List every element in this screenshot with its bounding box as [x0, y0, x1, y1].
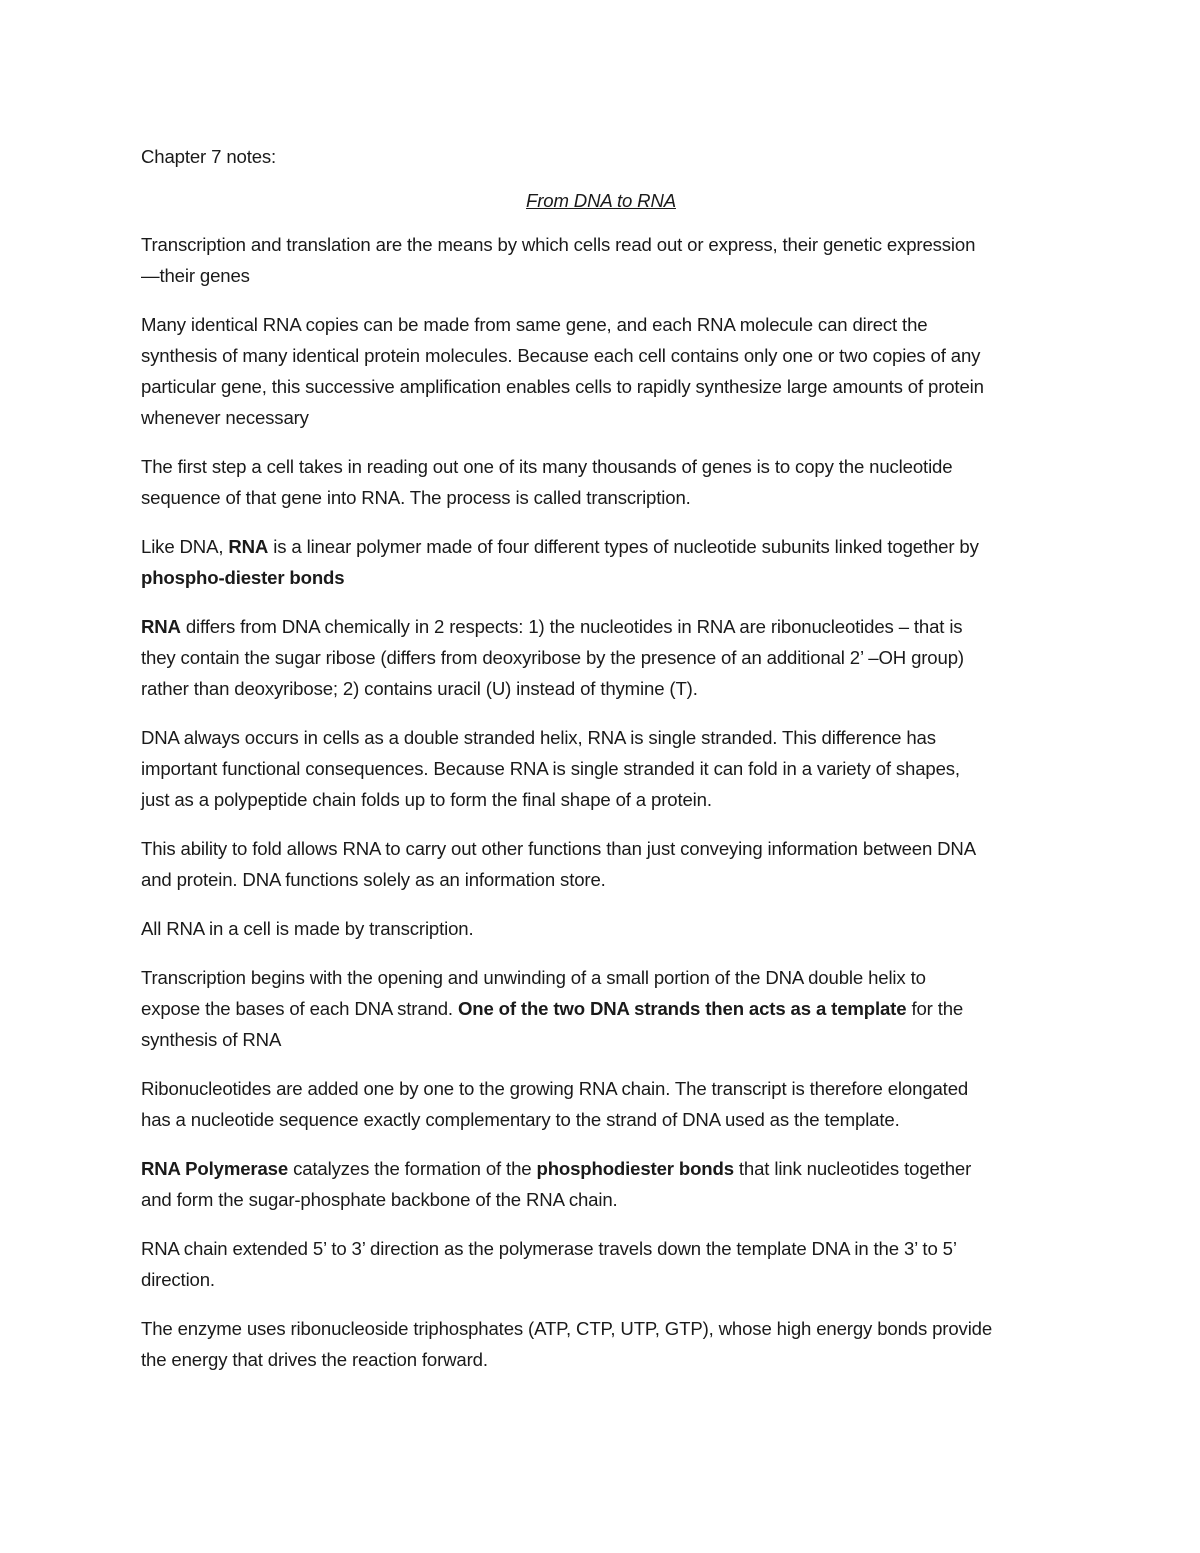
- text-run: Like DNA,: [141, 536, 229, 557]
- text-run: is a linear polymer made of four different types of nucleotide subunits linked together by: [268, 536, 979, 557]
- section-subtitle: [141, 185, 1061, 216]
- paragraph-5: [141, 611, 1061, 704]
- paragraph-line: direction.: [141, 1269, 215, 1290]
- paragraph-line: DNA always occurs in cells as a double stranded helix, RNA is single stranded. This difference has: [141, 727, 936, 748]
- paragraph-line: particular gene, this successive amplification enables cells to rapidly synthesize large amounts of protein: [141, 376, 984, 397]
- bold-term-phosphodiester: phospho-diester bonds: [141, 567, 345, 588]
- paragraph-8: [141, 913, 1061, 944]
- subtitle-text: From DNA to RNA: [526, 190, 676, 211]
- paragraph-13: [141, 1313, 1061, 1375]
- bold-term-rna: RNA: [141, 616, 181, 637]
- paragraph-line: Transcription begins with the opening and unwinding of a small portion of the DNA double helix to: [141, 967, 926, 988]
- paragraph-line: they contain the sugar ribose (differs from deoxyribose by the presence of an additional 2’ –OH group): [141, 647, 964, 668]
- paragraph-11: [141, 1153, 1061, 1215]
- paragraph-line: whenever necessary: [141, 407, 309, 428]
- paragraph-line: and form the sugar-phosphate backbone of the RNA chain.: [141, 1189, 618, 1210]
- paragraph-2: [141, 309, 1061, 433]
- paragraph-line: RNA chain extended 5’ to 3’ direction as the polymerase travels down the template DNA in the 3’ to 5’: [141, 1238, 957, 1259]
- paragraph-line: This ability to fold allows RNA to carry out other functions than just conveying information between DNA: [141, 838, 976, 859]
- bold-template-sentence: One of the two DNA strands then acts as a template: [457, 998, 907, 1019]
- text-run: catalyzes the formation of the: [288, 1158, 537, 1179]
- paragraph-line: important functional consequences. Because RNA is single stranded it can fold in a variety of shapes,: [141, 758, 960, 779]
- bold-term-rna-polymerase: RNA Polymerase: [141, 1158, 289, 1179]
- paragraph-line: the energy that drives the reaction forward.: [141, 1349, 488, 1370]
- paragraph-line: [141, 611, 1061, 642]
- paragraph-3: [141, 451, 1061, 513]
- paragraph-line: and protein. DNA functions solely as an information store.: [141, 869, 606, 890]
- text-run: that link nucleotides together: [733, 1158, 972, 1179]
- paragraph-line: The first step a cell takes in reading out one of its many thousands of genes is to copy the nucleotide: [141, 456, 953, 477]
- paragraph-line: All RNA in a cell is made by transcription.: [141, 918, 474, 939]
- paragraph-line: synthesis of many identical protein molecules. Because each cell contains only one or two copies of any: [141, 345, 981, 366]
- paragraph-4: [141, 531, 1061, 593]
- bold-term-phosphodiester-bonds: phosphodiester bonds: [536, 1158, 734, 1179]
- paragraph-line: Ribonucleotides are added one by one to the growing RNA chain. The transcript is therefore elongated: [141, 1078, 969, 1099]
- paragraph-10: [141, 1073, 1061, 1135]
- text-run: for the: [906, 998, 964, 1019]
- paragraph-12: [141, 1233, 1061, 1295]
- paragraph-line: has a nucleotide sequence exactly complementary to the strand of DNA used as the template.: [141, 1109, 900, 1130]
- paragraph-6: [141, 722, 1061, 815]
- paragraph-9: [141, 962, 1061, 1055]
- paragraph-line: rather than deoxyribose; 2) contains uracil (U) instead of thymine (T).: [141, 678, 698, 699]
- paragraph-1: [141, 229, 1061, 291]
- paragraph-line: [141, 531, 1061, 562]
- paragraph-line: Many identical RNA copies can be made from same gene, and each RNA molecule can direct the: [141, 314, 928, 335]
- paragraph-line: —their genes: [141, 265, 250, 286]
- text-run: differs from DNA chemically in 2 respects: 1) the nucleotides in RNA are ribonucleotides – that is: [180, 616, 963, 637]
- text-run: expose the bases of each DNA strand.: [141, 998, 458, 1019]
- paragraph-line: sequence of that gene into RNA. The process is called transcription.: [141, 487, 691, 508]
- chapter-label: Chapter 7 notes:: [141, 146, 277, 167]
- paragraph-line: just as a polypeptide chain folds up to form the final shape of a protein.: [141, 789, 712, 810]
- paragraph-line: synthesis of RNA: [141, 1029, 282, 1050]
- paragraph-line: [141, 1153, 1061, 1184]
- document-body: [141, 141, 1061, 1393]
- paragraph-line: Transcription and translation are the means by which cells read out or express, their genetic expression: [141, 234, 976, 255]
- paragraph-line: The enzyme uses ribonucleoside triphosphates (ATP, CTP, UTP, GTP), whose high energy bonds provide: [141, 1318, 993, 1339]
- paragraph-7: [141, 833, 1061, 895]
- chapter-heading: [141, 141, 1061, 172]
- paragraph-line: [141, 993, 1061, 1024]
- bold-term-rna: RNA: [228, 536, 269, 557]
